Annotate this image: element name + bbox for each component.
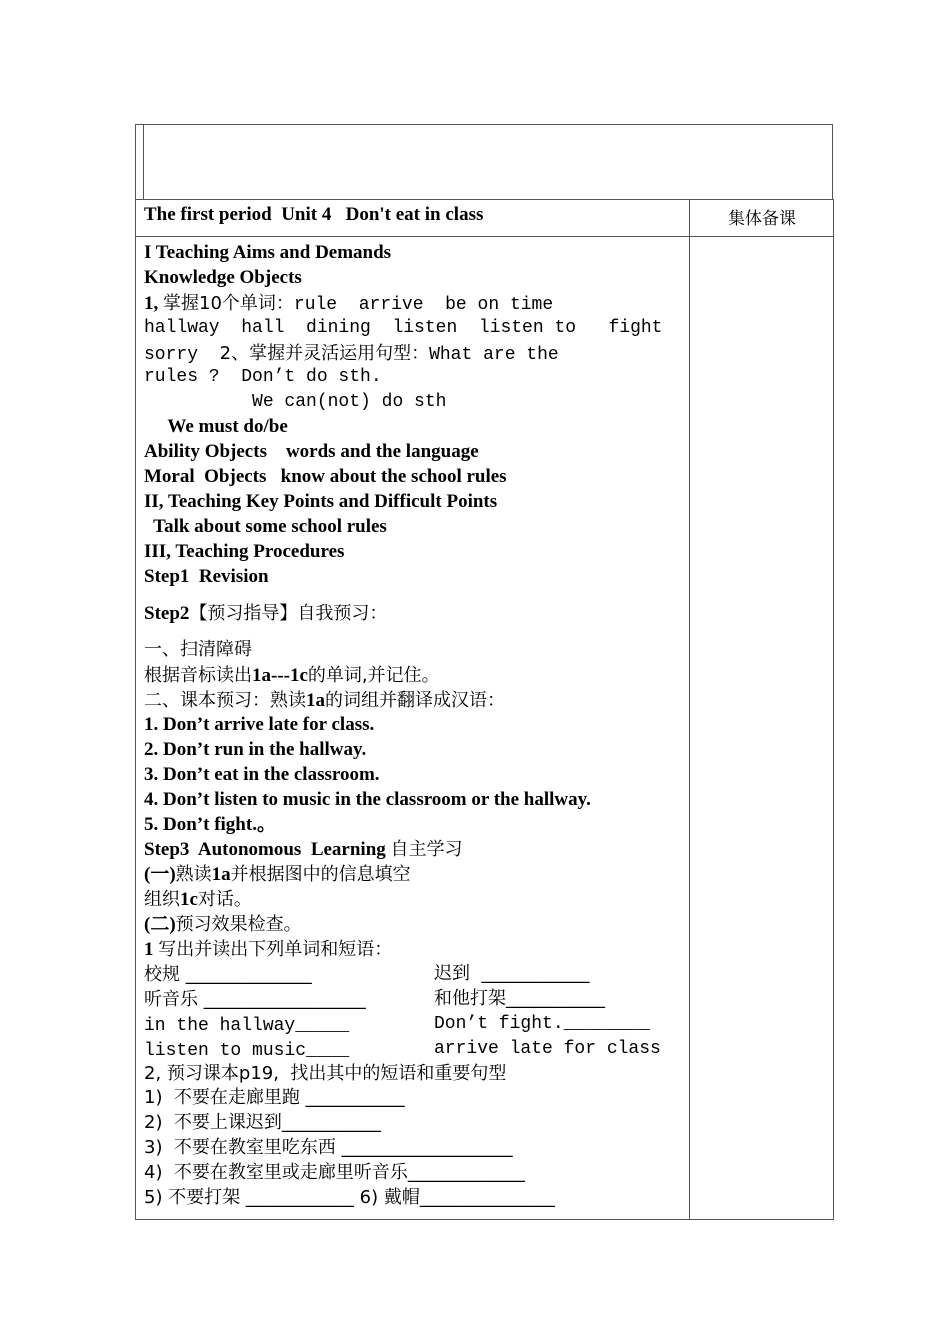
step2-cn: 【预习指导】自我预习：	[189, 603, 388, 625]
k3-word: sorry	[144, 344, 220, 365]
phrase-item: 5) 不要打架 ____________ 6) 戴帽_______________	[144, 1186, 555, 1208]
part2-b: 预习效果检查。	[175, 914, 302, 936]
sec2-b: 1a	[306, 690, 325, 712]
vocab-right: 和他打架___________	[434, 987, 605, 1009]
vocab-row	[144, 1012, 684, 1037]
knowledge-line-4: rules ? Don’t do sth.	[144, 367, 382, 388]
part1-d: 并根据图中的信息填空	[230, 864, 411, 886]
section-1-detail	[144, 663, 684, 688]
column-divider	[689, 200, 690, 1219]
knowledge-line-2: hallway hall dining listen listen to fight	[144, 317, 663, 338]
knowledge-line-6: We must do/be	[144, 416, 288, 438]
key-points-heading: II, Teaching Key Points and Difficult Points	[144, 490, 498, 512]
dialogue-a: 组织	[144, 889, 180, 911]
vocab-row	[144, 987, 684, 1012]
rule-4: 4. Don’t listen to music in the classroom or the hallway.	[144, 788, 591, 810]
k1-cn: 掌握10个单词：	[163, 292, 294, 314]
k3-en: What are the	[429, 344, 559, 365]
step3-cn: 自主学习	[390, 839, 463, 861]
rule-5: 5. Don’t fight.。	[144, 813, 276, 835]
sec2-c: 的词组并翻译成汉语：	[325, 690, 505, 712]
vocab-left: 校规 ______________	[144, 963, 312, 985]
step2-en: Step2	[144, 603, 190, 625]
vocab-row	[144, 1037, 684, 1062]
lesson-content	[144, 241, 684, 1211]
section-1: 一、扫清障碍	[144, 639, 252, 661]
task1-a: 1	[144, 939, 159, 961]
dialogue-line	[144, 887, 684, 912]
empty-header-box	[143, 124, 833, 199]
k1-words: rule arrive be on time	[293, 294, 554, 315]
part1-a: (一)	[144, 864, 176, 886]
step1: Step1 Revision	[144, 565, 269, 587]
k3-cn: 2、掌握并灵活运用句型：	[219, 342, 430, 364]
phrase-item: 4) 不要在教室里或走廊里听音乐_____________	[144, 1162, 525, 1184]
part1-c: 1a	[211, 864, 231, 886]
part-1	[144, 862, 684, 887]
step3-en: Step3 Autonomous Learning	[144, 839, 391, 861]
rule-1: 1. Don’t arrive late for class.	[144, 714, 375, 736]
rule-2: 2. Don’t run in the hallway.	[144, 738, 367, 760]
rule-3: 3. Don’t eat in the classroom.	[144, 763, 380, 785]
task1-b: 写出并读出下列单词和短语：	[158, 939, 393, 961]
dialogue-b: 1c	[180, 889, 198, 911]
part2-a: (二)	[144, 914, 176, 936]
phrase-item: 2) 不要上课迟到___________	[144, 1112, 381, 1134]
header-divider	[136, 236, 833, 237]
step3	[144, 837, 684, 862]
vocab-right: arrive late for class	[434, 1038, 661, 1059]
section-2	[144, 688, 684, 713]
lesson-plan-table	[135, 199, 834, 1220]
knowledge-line-1	[144, 291, 684, 316]
step2	[144, 601, 684, 626]
vocab-right: 迟到 ____________	[434, 962, 590, 984]
key-points-detail: Talk about some school rules	[144, 515, 387, 537]
sec1-b: 1a---1c	[252, 665, 308, 687]
knowledge-line-3	[144, 341, 684, 366]
task-1	[144, 937, 684, 962]
procedures-heading: III, Teaching Procedures	[144, 540, 345, 562]
vocab-right: Don’t fight.________	[434, 1013, 651, 1034]
table-top-tick	[135, 124, 143, 125]
sec1-a: 根据音标读出	[144, 665, 252, 687]
sec1-c: 的单词,并记住。	[307, 665, 440, 687]
k1-prefix: 1,	[144, 292, 163, 314]
part1-b: 熟读	[175, 864, 212, 886]
lesson-title: The first period Unit 4 Don't eat in class	[144, 204, 484, 225]
part-2	[144, 912, 684, 937]
knowledge-line-5: We can(not) do sth	[144, 392, 447, 413]
collective-prep-label: 集体备课	[728, 209, 796, 229]
dialogue-c: 对话。	[197, 889, 252, 911]
vocab-row	[144, 962, 684, 987]
sec2-a: 二、课本预习：熟读	[144, 690, 306, 712]
vocab-left: 听音乐 __________________	[144, 988, 366, 1010]
phrase-item: 1) 不要在走廊里跑 ___________	[144, 1087, 405, 1109]
ability-objects: Ability Objects words and the language	[144, 441, 479, 463]
knowledge-heading: Knowledge Objects	[144, 266, 302, 288]
table-left-edge	[135, 124, 136, 200]
moral-objects: Moral Objects know about the school rules	[144, 466, 507, 488]
vocab-left: listen to music____	[144, 1040, 350, 1061]
task-2: 2, 预习课本p19, 找出其中的短语和重要句型	[144, 1062, 507, 1084]
vocab-left: in the hallway_____	[144, 1015, 350, 1036]
aims-heading: I Teaching Aims and Demands	[144, 242, 392, 263]
phrase-item: 3) 不要在教室里吃东西 ___________________	[144, 1137, 513, 1159]
